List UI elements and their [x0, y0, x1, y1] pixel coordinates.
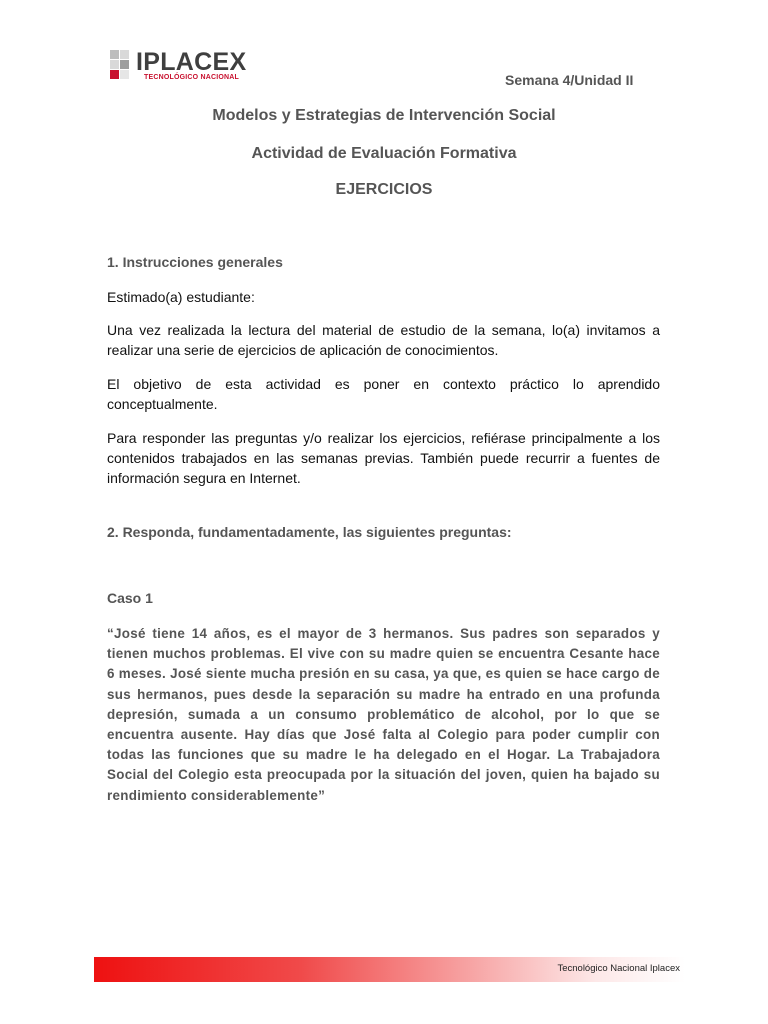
instructions-paragraph: Para responder las preguntas y/o realizar los ejercicios, refiérase principalmente a los contenidos trabajados en las semanas previas. También puede recurrir a fuentes de información segura en Internet.: [107, 430, 660, 486]
activity-title: Actividad de Evaluación Formativa: [251, 145, 517, 162]
case-1-label: Caso 1: [107, 590, 153, 606]
logo-text: IPLACEX: [136, 48, 247, 76]
logo-subtitle: TECNOLÓGICO NACIONAL: [144, 74, 239, 81]
greeting-paragraph: Estimado(a) estudiante:: [107, 289, 255, 305]
section-2-title: 2. Responda, fundamentadamente, las siguientes preguntas:: [107, 524, 512, 540]
case-1-text: “José tiene 14 años, es el mayor de 3 hermanos. Sus padres son separados y tienen muchos problemas. El vive con su madre quien se encuentra Cesante hace 6 meses. José siente mucha presión en su casa, ya que, es quien se hace cargo de sus hermanos, pues desde la separación su madre ha entrado en una profunda depresión, sumada a un consumo problemático de alcohol, por lo que se encuentra ausente. Hay días que José falta al Colegio para poder cumplir con todas las funciones que su madre le ha delegado en el Hogar. La Trabajadora Social del Colegio esta preocupada por la situación del joven, quien ha bajado su rendimiento considerablemente”: [107, 626, 660, 803]
section-1-title: 1. Instrucciones generales: [107, 254, 283, 270]
exercises-heading: EJERCICIOS: [335, 181, 433, 198]
intro-paragraph: Una vez realizada la lectura del material de estudio de la semana, lo(a) invitamos a realizar una serie de ejercicios de aplicación de conocimientos.: [107, 322, 660, 358]
iplacex-logo: [110, 50, 260, 86]
footer-text: Tecnológico Nacional Iplacex: [557, 963, 680, 974]
objective-paragraph: El objetivo de esta actividad es poner en contexto práctico lo aprendido conceptualmente.: [107, 376, 660, 412]
week-unit-label: Semana 4/Unidad II: [505, 72, 634, 88]
course-title: Modelos y Estrategias de Intervención Social: [212, 107, 556, 124]
